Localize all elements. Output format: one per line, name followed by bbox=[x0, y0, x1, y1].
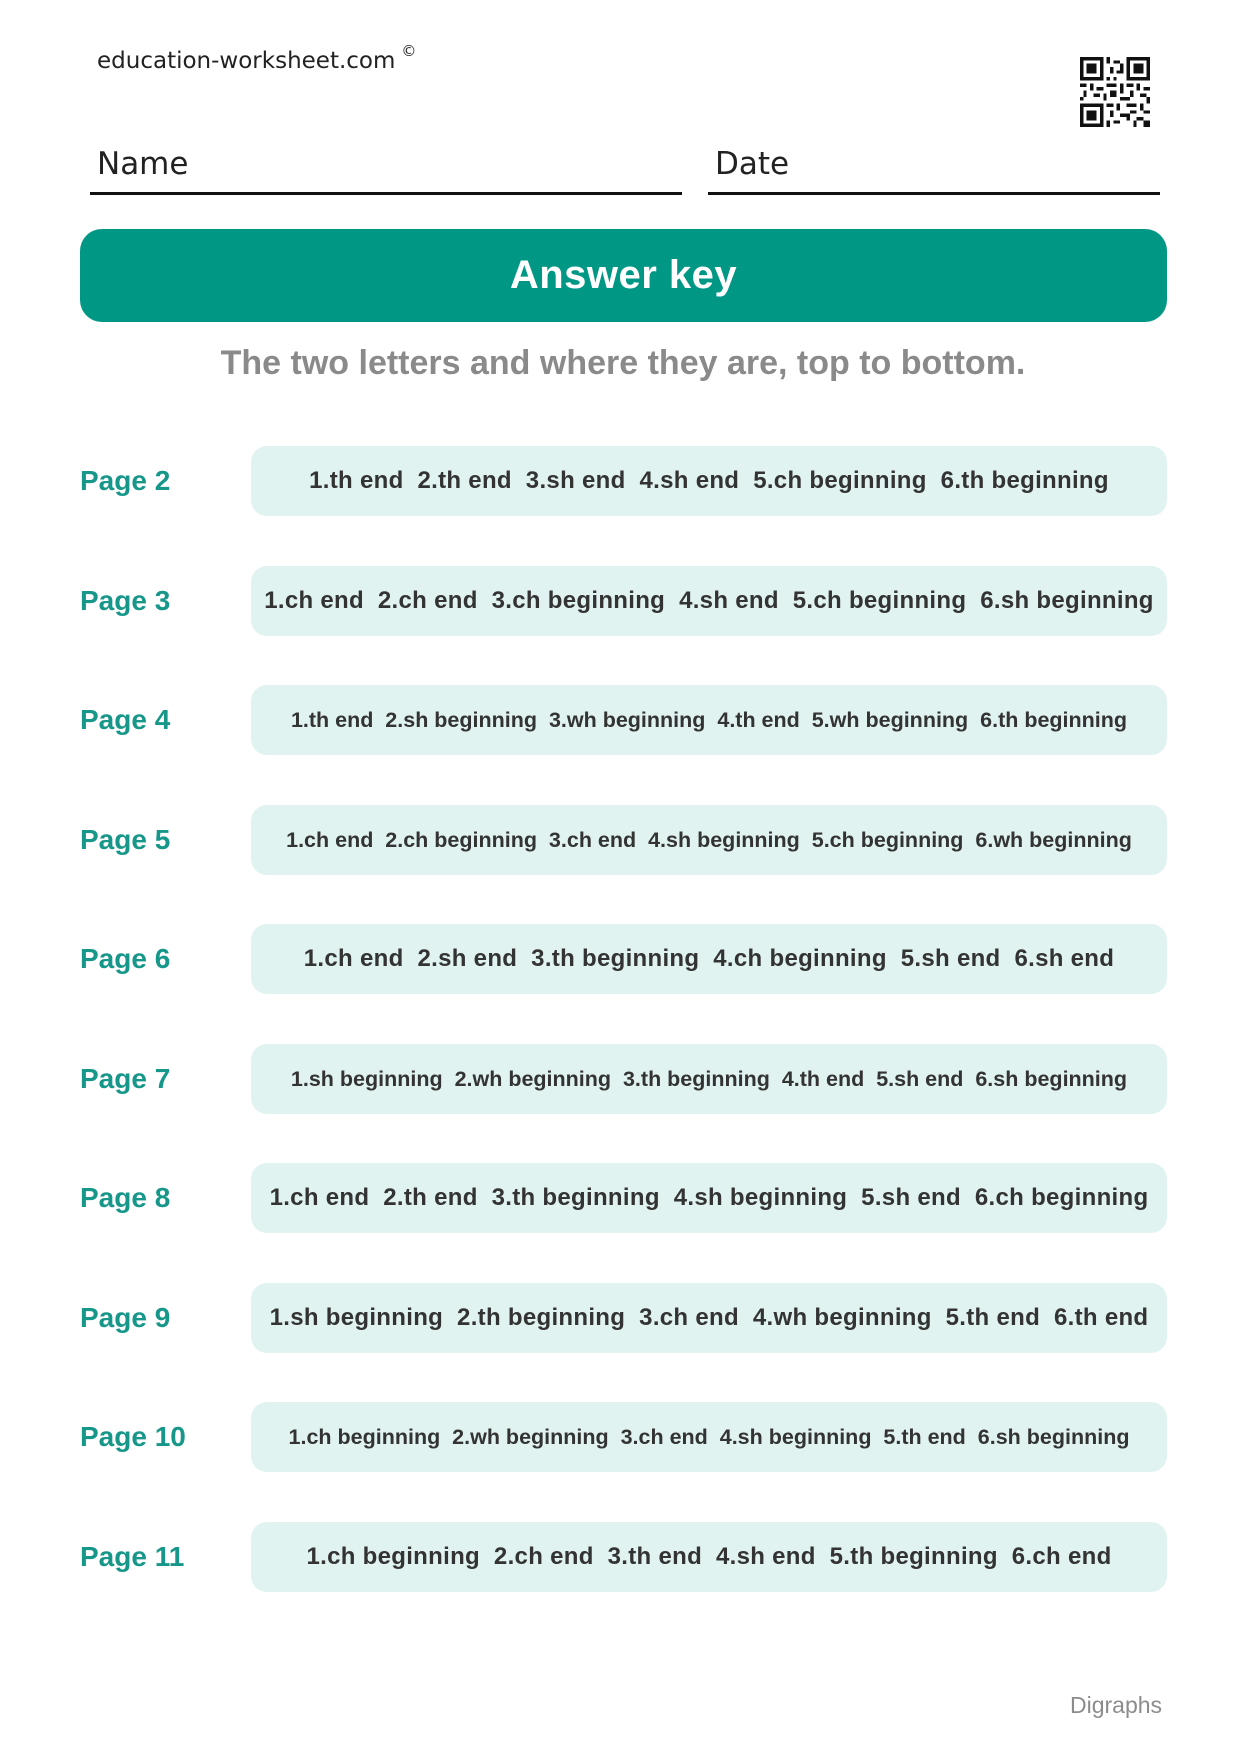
site-name bbox=[97, 42, 417, 74]
answer-row-page-8 bbox=[0, 1163, 1240, 1233]
page-label: Page 6 bbox=[80, 943, 171, 974]
answer-pill bbox=[251, 1402, 1167, 1472]
answer-text: 1.ch beginning 2.wh beginning 3.ch end 4.sh beginning 5.th end 6.sh beginning bbox=[288, 1424, 1130, 1449]
answer-text: 1.ch end 2.th end 3.th beginning 4.sh beginning 5.sh end 6.ch beginning bbox=[269, 1184, 1149, 1211]
qr-code-icon bbox=[1080, 57, 1150, 127]
answer-row-page-3 bbox=[0, 566, 1240, 636]
instructions-text: The two letters and where they are, top to bottom. bbox=[220, 344, 1026, 382]
answer-text: 1.ch end 2.ch beginning 3.ch end 4.sh beginning 5.ch beginning 6.wh beginning bbox=[286, 827, 1132, 852]
answer-text: 1.ch beginning 2.ch end 3.th end 4.sh end 5.th beginning 6.ch end bbox=[306, 1543, 1112, 1570]
answer-text: 1.sh beginning 2.wh beginning 3.th beginning 4.th end 5.sh end 6.sh beginning bbox=[290, 1066, 1128, 1091]
answer-pill bbox=[251, 1044, 1167, 1114]
answer-row-page-6 bbox=[0, 924, 1240, 994]
date-field[interactable] bbox=[708, 137, 1160, 195]
page-label: Page 10 bbox=[80, 1421, 186, 1452]
site-name-text: education-worksheet.com bbox=[97, 48, 396, 74]
page-label: Page 8 bbox=[80, 1182, 171, 1213]
answer-pill bbox=[251, 924, 1167, 994]
answer-text: 1.th end 2.sh beginning 3.wh beginning 4.th end 5.wh beginning 6.th beginning bbox=[290, 707, 1128, 732]
answer-row-page-9 bbox=[0, 1283, 1240, 1353]
answer-pill bbox=[251, 685, 1167, 755]
page-label: Page 11 bbox=[80, 1541, 185, 1572]
answer-row-page-4 bbox=[0, 685, 1240, 755]
page-label: Page 2 bbox=[80, 465, 171, 496]
name-label: Name bbox=[97, 146, 189, 182]
answer-pill bbox=[251, 446, 1167, 516]
answer-row-page-5 bbox=[0, 805, 1240, 875]
name-field[interactable] bbox=[90, 137, 682, 195]
page-label: Page 5 bbox=[80, 824, 171, 855]
answer-row-page-2 bbox=[0, 446, 1240, 516]
answer-pill bbox=[251, 1283, 1167, 1353]
date-label: Date bbox=[715, 146, 790, 182]
answer-text: 1.ch end 2.sh end 3.th beginning 4.ch beginning 5.sh end 6.sh end bbox=[303, 945, 1115, 972]
answer-key-banner bbox=[80, 229, 1167, 322]
page-label: Page 4 bbox=[80, 704, 171, 735]
page-label: Page 3 bbox=[80, 585, 171, 616]
answer-row-page-11 bbox=[0, 1522, 1240, 1592]
answer-pill bbox=[251, 1522, 1167, 1592]
answer-pill bbox=[251, 566, 1167, 636]
footer-topic: Digraphs bbox=[1070, 1692, 1163, 1718]
answer-row-page-10 bbox=[0, 1402, 1240, 1472]
answer-text: 1.th end 2.th end 3.sh end 4.sh end 5.ch beginning 6.th beginning bbox=[309, 467, 1109, 494]
page-label: Page 9 bbox=[80, 1302, 171, 1333]
answer-pill bbox=[251, 1163, 1167, 1233]
answer-text: 1.ch end 2.ch end 3.ch beginning 4.sh end 5.ch beginning 6.sh beginning bbox=[264, 587, 1154, 614]
banner-title: Answer key bbox=[509, 253, 738, 297]
answer-pill bbox=[251, 805, 1167, 875]
copyright-symbol: © bbox=[401, 42, 417, 60]
page-label: Page 7 bbox=[80, 1063, 171, 1094]
answer-row-page-7 bbox=[0, 1044, 1240, 1114]
answer-text: 1.sh beginning 2.th beginning 3.ch end 4.wh beginning 5.th end 6.th end bbox=[269, 1304, 1149, 1331]
